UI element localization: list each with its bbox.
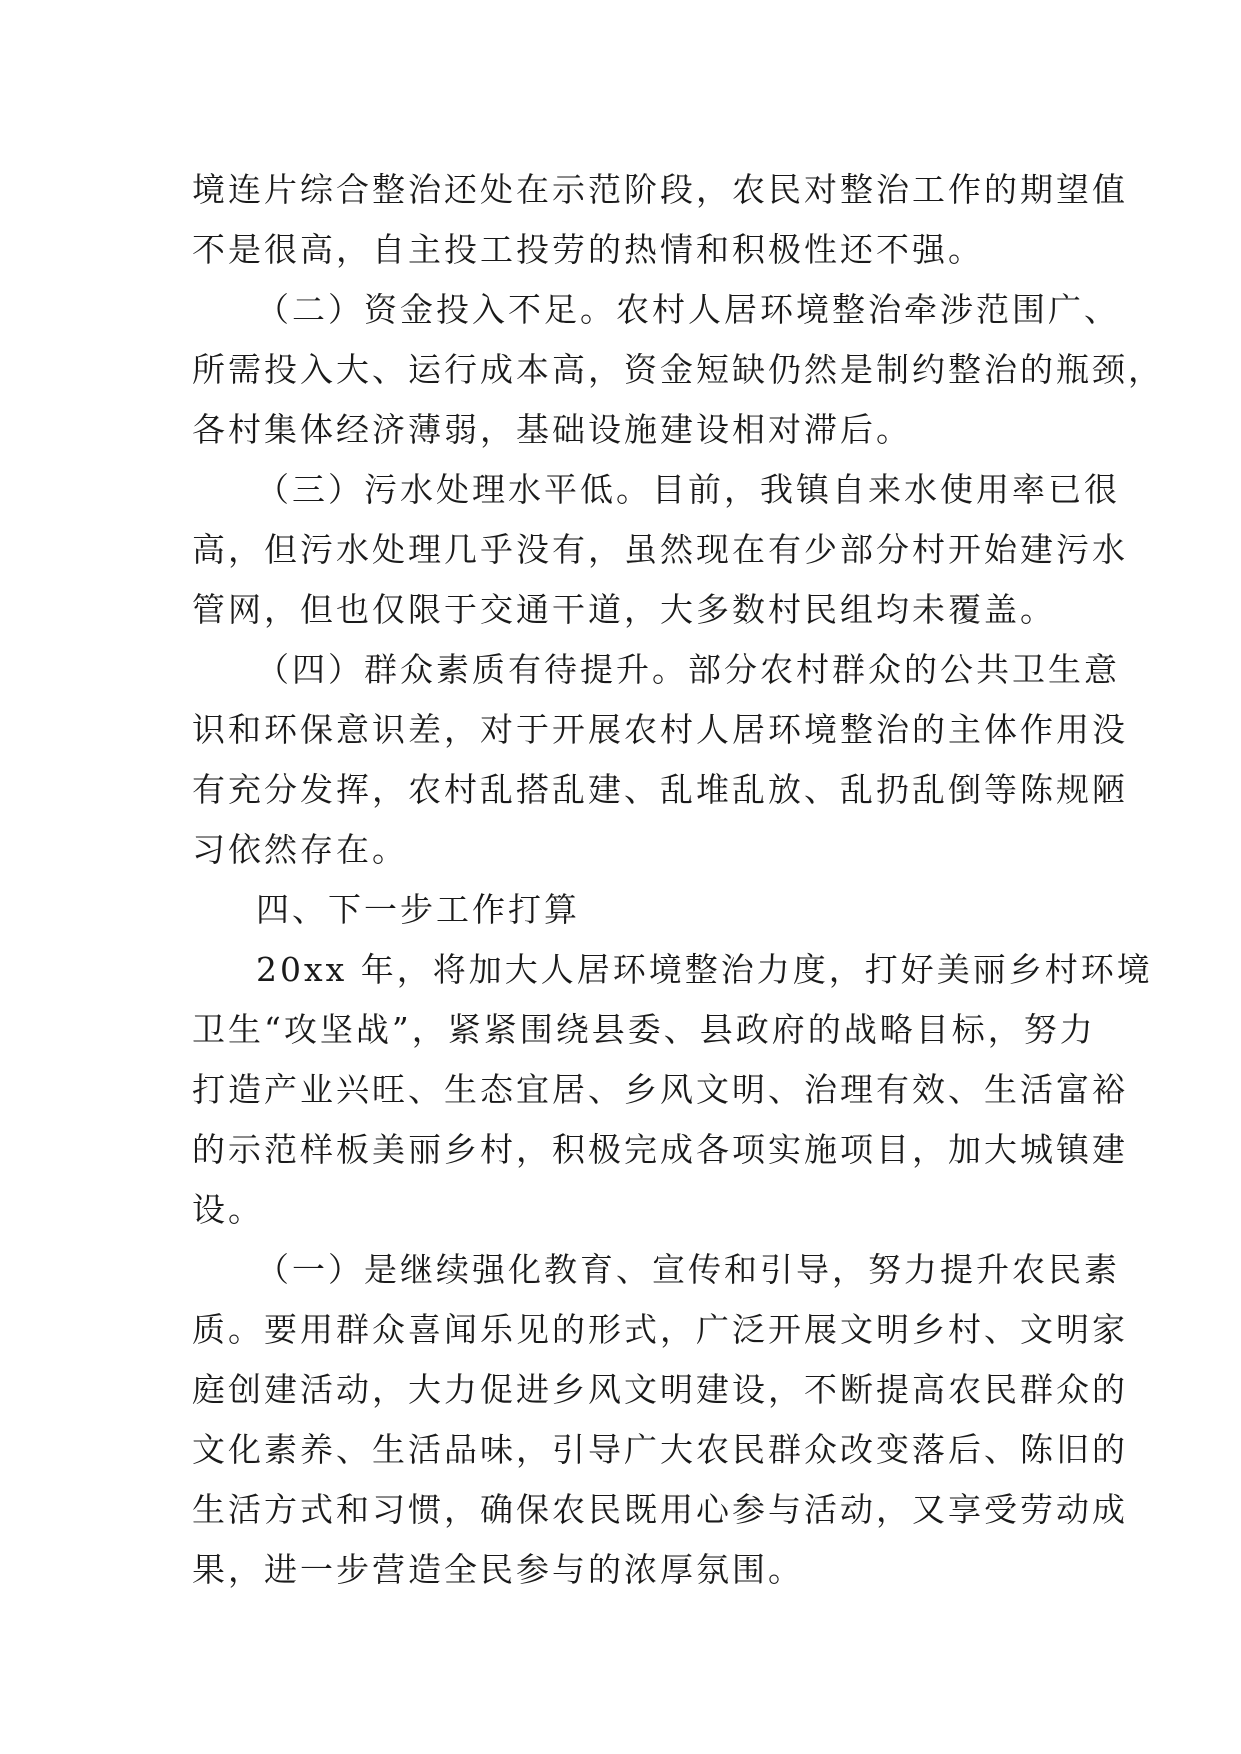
- paragraph-line: 所需投入大、运行成本高，资金短缺仍然是制约整治的瓶颈，: [192, 350, 1164, 389]
- paragraph-line: 的示范样板美丽乡村，积极完成各项实施项目，加大城镇建: [192, 1130, 1128, 1169]
- paragraph-line: 识和环保意识差，对于开展农村人居环境整治的主体作用没: [192, 710, 1128, 749]
- paragraph-line: （三）污水处理水平低。目前，我镇自来水使用率已很: [256, 470, 1120, 509]
- paragraph-line: 设。: [192, 1190, 264, 1229]
- paragraph-line: 果，进一步营造全民参与的浓厚氛围。: [192, 1550, 804, 1589]
- document-body: [192, 160, 1164, 1600]
- paragraph-line: 生活方式和习惯，确保农民既用心参与活动，又享受劳动成: [192, 1490, 1128, 1529]
- paragraph-line: 庭创建活动，大力促进乡风文明建设，不断提高农民群众的: [192, 1370, 1128, 1409]
- paragraph-line: 境连片综合整治还处在示范阶段，农民对整治工作的期望值: [192, 170, 1128, 209]
- paragraph-line: 习依然存在。: [192, 830, 408, 869]
- paragraph-line: 高，但污水处理几乎没有，虽然现在有少部分村开始建污水: [192, 530, 1128, 569]
- paragraph-line: 20xx 年，将加大人居环境整治力度，打好美丽乡村环境: [256, 950, 1153, 989]
- paragraph-line: 有充分发挥，农村乱搭乱建、乱堆乱放、乱扔乱倒等陈规陋: [192, 770, 1128, 809]
- paragraph-line: （四）群众素质有待提升。部分农村群众的公共卫生意: [256, 650, 1120, 689]
- paragraph-line: 打造产业兴旺、生态宜居、乡风文明、治理有效、生活富裕: [192, 1070, 1128, 1109]
- paragraph-line: （二）资金投入不足。农村人居环境整治牵涉范围广、: [256, 290, 1120, 329]
- paragraph-line: 卫生“攻坚战”，紧紧围绕县委、县政府的战略目标，努力: [192, 1010, 1096, 1049]
- section-heading: 四、下一步工作打算: [256, 890, 580, 929]
- paragraph-line: 管网，但也仅限于交通干道，大多数村民组均未覆盖。: [192, 590, 1056, 629]
- paragraph-line: 不是很高，自主投工投劳的热情和积极性还不强。: [192, 230, 984, 269]
- paragraph-line: 质。要用群众喜闻乐见的形式，广泛开展文明乡村、文明家: [192, 1310, 1128, 1349]
- paragraph-line: （一）是继续强化教育、宣传和引导，努力提升农民素: [256, 1250, 1120, 1289]
- paragraph-line: 各村集体经济薄弱，基础设施建设相对滞后。: [192, 410, 912, 449]
- paragraph-line: 文化素养、生活品味，引导广大农民群众改变落后、陈旧的: [192, 1430, 1128, 1469]
